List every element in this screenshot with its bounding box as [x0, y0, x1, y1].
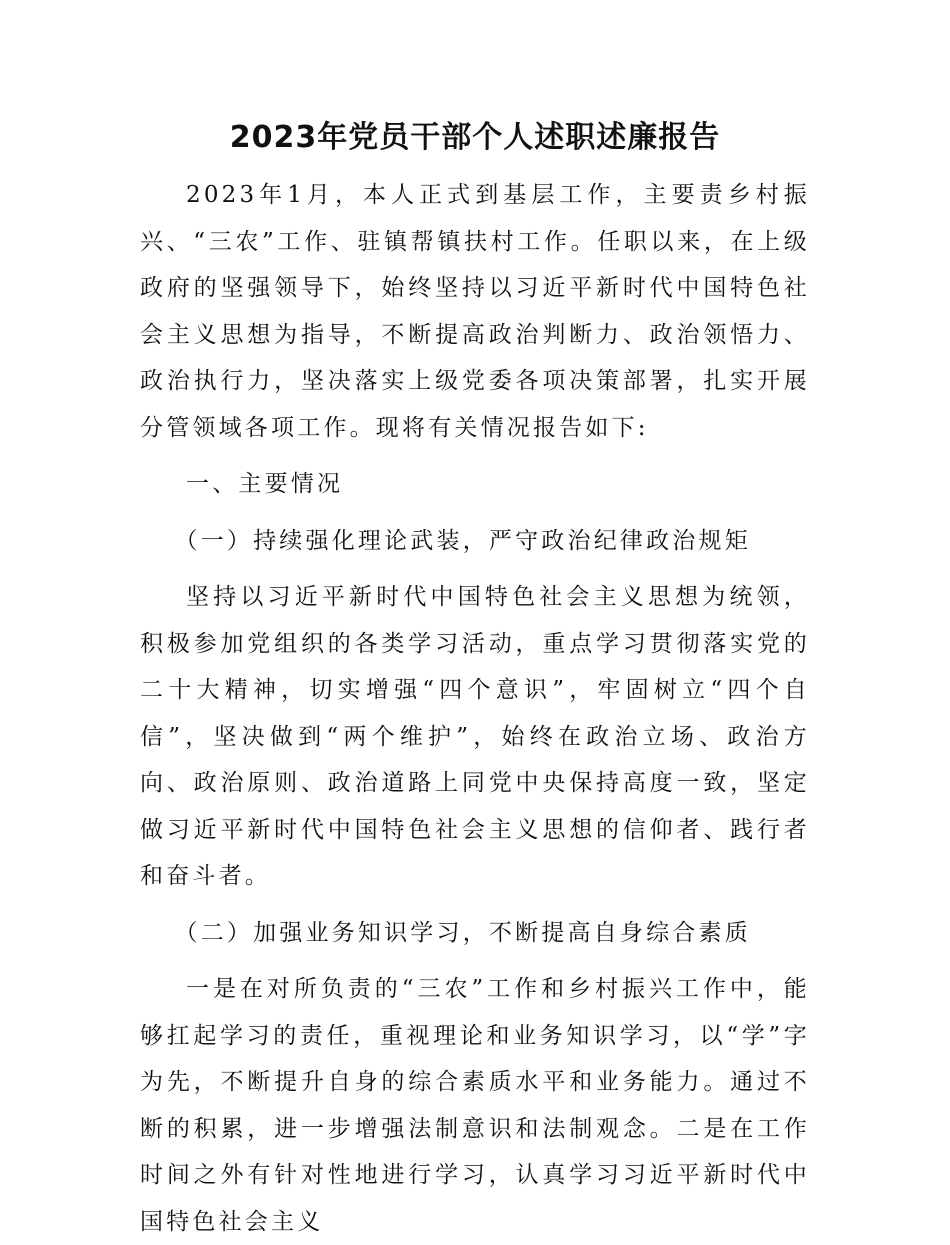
section-heading-main-situation: 一、主要情况 [186, 471, 344, 497]
document-body [140, 172, 810, 1245]
document-title: 2023年党员干部个人述职述廉报告 [229, 120, 721, 155]
subsection-heading-business-study: （二）加强业务知识学习，不断提高自身综合素质 [174, 919, 751, 946]
business-study-paragraph: 一是在对所负责的“三农”工作和乡村振兴工作中，能够扛起学习的责任，重视理论和业务知识学习，以“学”字为先，不断提升自身的综合素质水平和业务能力。通过不断的积累，进一步增强法制意识和法制观念。二是在工作时间之外有针对性地进行学习，认真学习习近平新时代中国特色社会主义 [140, 976, 810, 1235]
theory-paragraph: 坚持以习近平新时代中国特色社会主义思想为统领，积极参加党组织的各类学习活动，重点学习贯彻落实党的二十大精神，切实增强“四个意识”，牢固树立“四个自信”，坚决做到“两个维护”，始终在政治立场、政治方向、政治原则、政治道路上同党中央保持高度一致，坚定做习近平新时代中国特色社会主义思想的信仰者、践行者和奋斗者。 [140, 584, 810, 889]
subsection-heading-theory: （一）持续强化理论武装，严守政治纪律政治规矩 [174, 527, 751, 554]
intro-paragraph: 2023年1月，本人正式到基层工作，主要责乡村振兴、“三农”工作、驻镇帮镇扶村工作。任职以来，在上级政府的坚强领导下，始终坚持以习近平新时代中国特色社会主义思想为指导，不断提高政治判断力、政治领悟力、政治执行力，坚决落实上级党委各项决策部署，扎实开展分管领域各项工作。现将有关情况报告如下: [140, 182, 810, 441]
